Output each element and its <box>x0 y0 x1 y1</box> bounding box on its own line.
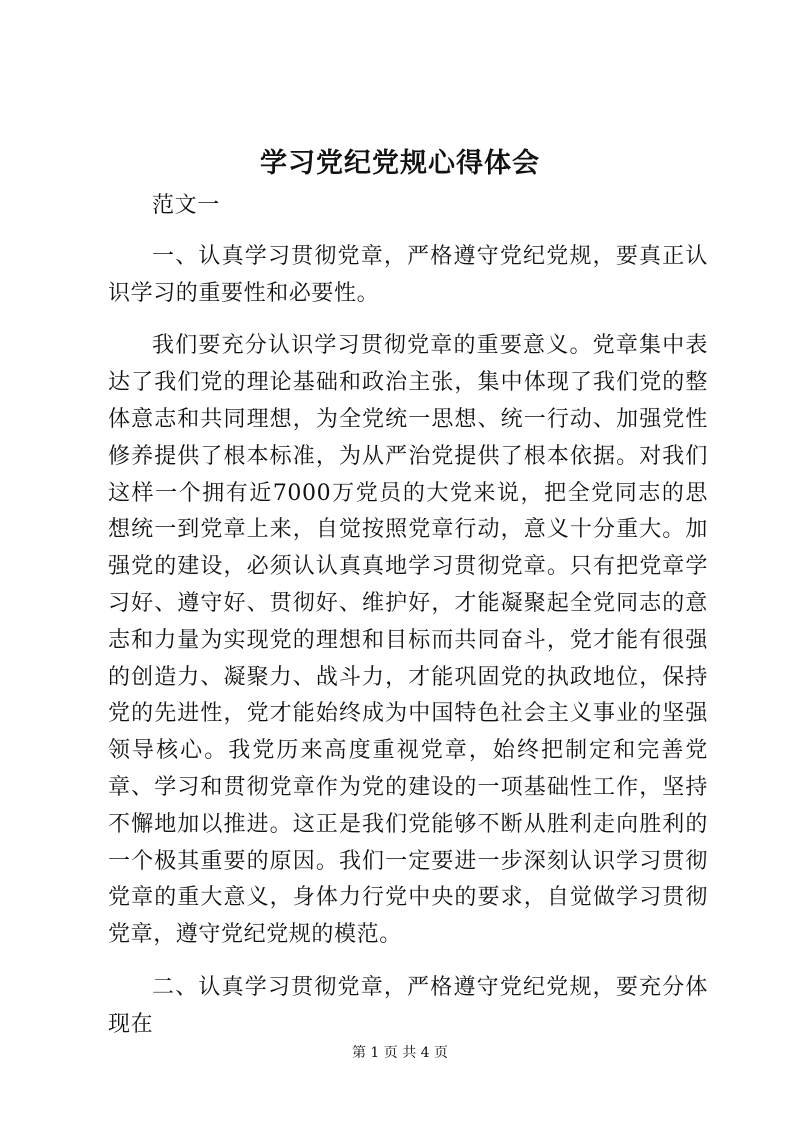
paragraph-3: 二、认真学习贯彻党章，严格遵守党纪党规，要充分体现在 <box>108 974 708 1037</box>
section-label: 范文一 <box>152 193 220 218</box>
document-title: 学习党纪党规心得体会 <box>260 148 540 179</box>
page-footer: 第 1 页 共 4 页 <box>351 1045 449 1061</box>
document-body <box>108 188 708 1060</box>
paragraph-1: 一、认真学习贯彻党章，严格遵守党纪党规，要真正认识学习的重要性和必要性。 <box>108 243 708 306</box>
paragraph-2: 我们要充分认识学习贯彻党章的重要意义。党章集中表达了我们党的理论基础和政治主张，集中体现了我们党的整体意志和共同理想，为全党统一思想、统一行动、加强党性修养提供了根本标准，为从严治党提供了根本依据。对我们这样一个拥有近7000万党员的大党来说，把全党同志的思想统一到党章上来，自觉按照党章行动，意义十分重大。加强党的建设，必须认认真真地学习贯彻党章。只有把党章学习好、遵守好、贯彻好、维护好，才能凝聚起全党同志的意志和力量为实现党的理想和目标而共同奋斗，党才能有很强的创造力、凝聚力、战斗力，才能巩固党的执政地位，保持党的先进性，党才能始终成为中国特色社会主义事业的坚强领导核心。我党历来高度重视党章，始终把制定和完善党章、学习和贯彻党章作为党的建设的一项基础性工作，坚持不懈地加以推进。这正是我们党能够不断从胜利走向胜利的一个极其重要的原因。我们一定要进一步深刻认识学习贯彻党章的重大意义，身体力行党中央的要求，自觉做学习贯彻党章，遵守党纪党规的模范。 <box>108 333 708 948</box>
